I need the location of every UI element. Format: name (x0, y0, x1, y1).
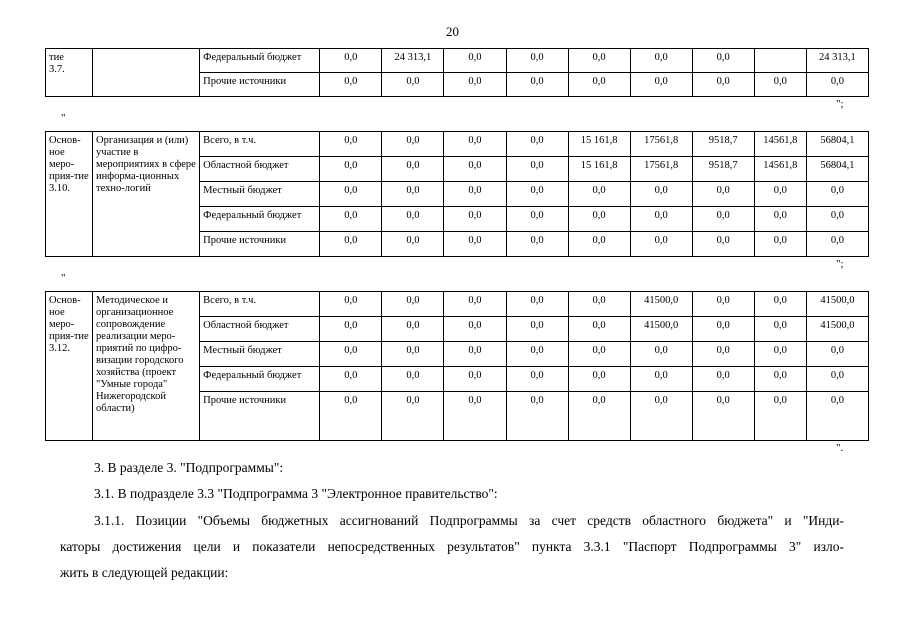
value-cell: 0,0 (320, 342, 382, 367)
value-cell: 0,0 (382, 182, 444, 207)
value-cell: 14561,8 (754, 157, 806, 182)
value-cell: 0,0 (444, 132, 506, 157)
value-cell: 0,0 (630, 232, 692, 257)
value-cell: 0,0 (754, 292, 806, 317)
value-cell: 0,0 (382, 367, 444, 392)
funding-source-cell: Областной бюджет (200, 157, 320, 182)
funding-source-cell: Федеральный бюджет (200, 367, 320, 392)
value-cell: 0,0 (806, 342, 868, 367)
value-cell: 0,0 (568, 367, 630, 392)
funding-source-cell: Прочие источники (200, 232, 320, 257)
measure-name-cell: Организация и (или) участие в мероприятиях в сфере информа-ционных техно-логий (93, 132, 200, 257)
value-cell: 9518,7 (692, 157, 754, 182)
opening-quote-1: " (61, 112, 66, 124)
measure-name-cell (93, 49, 200, 97)
value-cell: 24 313,1 (382, 49, 444, 73)
value-cell: 0,0 (444, 392, 506, 441)
value-cell: 0,0 (382, 292, 444, 317)
value-cell: 0,0 (320, 392, 382, 441)
value-cell: 0,0 (568, 49, 630, 73)
value-cell: 15 161,8 (568, 157, 630, 182)
value-cell: 56804,1 (806, 132, 868, 157)
value-cell: 0,0 (320, 49, 382, 73)
value-cell: 0,0 (568, 392, 630, 441)
funding-source-cell: Местный бюджет (200, 342, 320, 367)
value-cell: 0,0 (630, 73, 692, 97)
value-cell: 0,0 (754, 182, 806, 207)
value-cell: 0,0 (382, 73, 444, 97)
value-cell: 0,0 (630, 367, 692, 392)
value-cell: 0,0 (506, 232, 568, 257)
value-cell: 24 313,1 (806, 49, 868, 73)
value-cell: 15 161,8 (568, 132, 630, 157)
funding-source-cell: Прочие источники (200, 392, 320, 441)
value-cell: 0,0 (320, 317, 382, 342)
value-cell: 0,0 (630, 182, 692, 207)
value-cell: 0,0 (630, 392, 692, 441)
budget-table-3-10 (45, 131, 869, 257)
value-cell: 0,0 (806, 232, 868, 257)
value-cell: 0,0 (444, 182, 506, 207)
budget-table-3-12 (45, 291, 869, 441)
value-cell: 9518,7 (692, 132, 754, 157)
value-cell: 0,0 (506, 342, 568, 367)
budget-table-top (45, 48, 869, 97)
value-cell: 0,0 (506, 132, 568, 157)
funding-source-cell: Областной бюджет (200, 317, 320, 342)
funding-source-cell: Прочие источники (200, 73, 320, 97)
value-cell: 0,0 (320, 157, 382, 182)
value-cell: 0,0 (568, 292, 630, 317)
value-cell: 0,0 (444, 232, 506, 257)
value-cell: 0,0 (506, 73, 568, 97)
value-cell: 0,0 (692, 182, 754, 207)
value-cell: 0,0 (754, 367, 806, 392)
value-cell: 0,0 (506, 317, 568, 342)
value-cell: 0,0 (692, 342, 754, 367)
value-cell: 0,0 (568, 207, 630, 232)
value-cell: 0,0 (444, 49, 506, 73)
value-cell: 0,0 (692, 207, 754, 232)
value-cell: 0,0 (444, 207, 506, 232)
opening-quote-2: " (61, 272, 66, 284)
value-cell: 0,0 (382, 207, 444, 232)
value-cell: 0,0 (692, 292, 754, 317)
funding-source-cell: Федеральный бюджет (200, 49, 320, 73)
value-cell: 0,0 (506, 207, 568, 232)
value-cell: 0,0 (754, 392, 806, 441)
value-cell: 0,0 (506, 392, 568, 441)
value-cell: 0,0 (382, 132, 444, 157)
value-cell: 17561,8 (630, 157, 692, 182)
value-cell: 0,0 (320, 232, 382, 257)
value-cell: 56804,1 (806, 157, 868, 182)
paragraph-3-1-1-line-3: жить в следующей редакции: (60, 565, 229, 580)
value-cell: 0,0 (444, 157, 506, 182)
value-cell: 0,0 (568, 73, 630, 97)
value-cell: 0,0 (568, 317, 630, 342)
table-row (46, 49, 869, 73)
funding-source-cell: Всего, в т.ч. (200, 292, 320, 317)
value-cell: 0,0 (568, 232, 630, 257)
value-cell: 41500,0 (630, 317, 692, 342)
value-cell: 0,0 (806, 207, 868, 232)
paragraph-section-3: 3. В разделе 3. "Подпрограммы": (94, 460, 284, 475)
value-cell: 0,0 (444, 292, 506, 317)
value-cell: 0,0 (630, 49, 692, 73)
value-cell: 0,0 (630, 207, 692, 232)
closing-quote-3: ". (836, 442, 844, 454)
value-cell: 0,0 (568, 182, 630, 207)
paragraph-3-1-1-line-1: 3.1.1. Позиции "Объемы бюджетных ассигнований Подпрограммы за счет средств областного бюджета" и "Инди- (94, 513, 844, 528)
value-cell: 0,0 (806, 392, 868, 441)
table-row (46, 292, 869, 317)
closing-quote-1: "; (836, 98, 844, 110)
measure-code-cell: Основ-ное меро-прия-тие 3.12. (46, 292, 93, 441)
funding-source-cell: Всего, в т.ч. (200, 132, 320, 157)
value-cell: 0,0 (630, 342, 692, 367)
value-cell: 14561,8 (754, 132, 806, 157)
value-cell: 0,0 (320, 292, 382, 317)
measure-code-cell: тие 3.7. (46, 49, 93, 97)
value-cell: 0,0 (754, 73, 806, 97)
value-cell: 0,0 (444, 367, 506, 392)
page-number: 20 (446, 24, 459, 39)
value-cell: 41500,0 (630, 292, 692, 317)
measure-code-cell: Основ-ное меро-прия-тие 3.10. (46, 132, 93, 257)
value-cell: 0,0 (382, 232, 444, 257)
value-cell (754, 49, 806, 73)
value-cell: 0,0 (754, 342, 806, 367)
paragraph-3-1-1-line-2: каторы достижения цели и показатели непосредственных результатов" пункта 3.3.1 "Паспорт Подпрограммы 3" изло- (60, 539, 844, 554)
value-cell: 0,0 (568, 342, 630, 367)
value-cell: 0,0 (506, 292, 568, 317)
value-cell: 0,0 (444, 342, 506, 367)
value-cell: 0,0 (444, 73, 506, 97)
value-cell: 0,0 (692, 317, 754, 342)
value-cell: 0,0 (806, 367, 868, 392)
funding-source-cell: Местный бюджет (200, 182, 320, 207)
value-cell: 41500,0 (806, 317, 868, 342)
value-cell: 0,0 (754, 317, 806, 342)
value-cell: 0,0 (382, 317, 444, 342)
value-cell: 0,0 (320, 182, 382, 207)
paragraph-subsection-3-3: 3.1. В подразделе 3.3 "Подпрограмма 3 "Электронное правительство": (94, 486, 498, 501)
value-cell: 0,0 (320, 207, 382, 232)
value-cell: 0,0 (382, 342, 444, 367)
value-cell: 0,0 (382, 392, 444, 441)
value-cell: 0,0 (506, 367, 568, 392)
value-cell: 41500,0 (806, 292, 868, 317)
value-cell: 0,0 (754, 207, 806, 232)
value-cell: 0,0 (692, 392, 754, 441)
value-cell: 0,0 (692, 367, 754, 392)
value-cell: 0,0 (692, 49, 754, 73)
value-cell: 0,0 (320, 367, 382, 392)
table-row (46, 132, 869, 157)
measure-name-cell: Методическое и организационное сопровождение реализации меро-приятий по цифро-визации городского хозяйства (проект "Умные города" Нижегородской области) (93, 292, 200, 441)
value-cell: 0,0 (444, 317, 506, 342)
value-cell: 17561,8 (630, 132, 692, 157)
value-cell: 0,0 (320, 132, 382, 157)
value-cell: 0,0 (806, 182, 868, 207)
value-cell: 0,0 (806, 73, 868, 97)
value-cell: 0,0 (506, 49, 568, 73)
value-cell: 0,0 (506, 157, 568, 182)
value-cell: 0,0 (320, 73, 382, 97)
value-cell: 0,0 (382, 157, 444, 182)
funding-source-cell: Федеральный бюджет (200, 207, 320, 232)
closing-quote-2: "; (836, 258, 844, 270)
value-cell: 0,0 (692, 232, 754, 257)
value-cell: 0,0 (754, 232, 806, 257)
value-cell: 0,0 (692, 73, 754, 97)
value-cell: 0,0 (506, 182, 568, 207)
